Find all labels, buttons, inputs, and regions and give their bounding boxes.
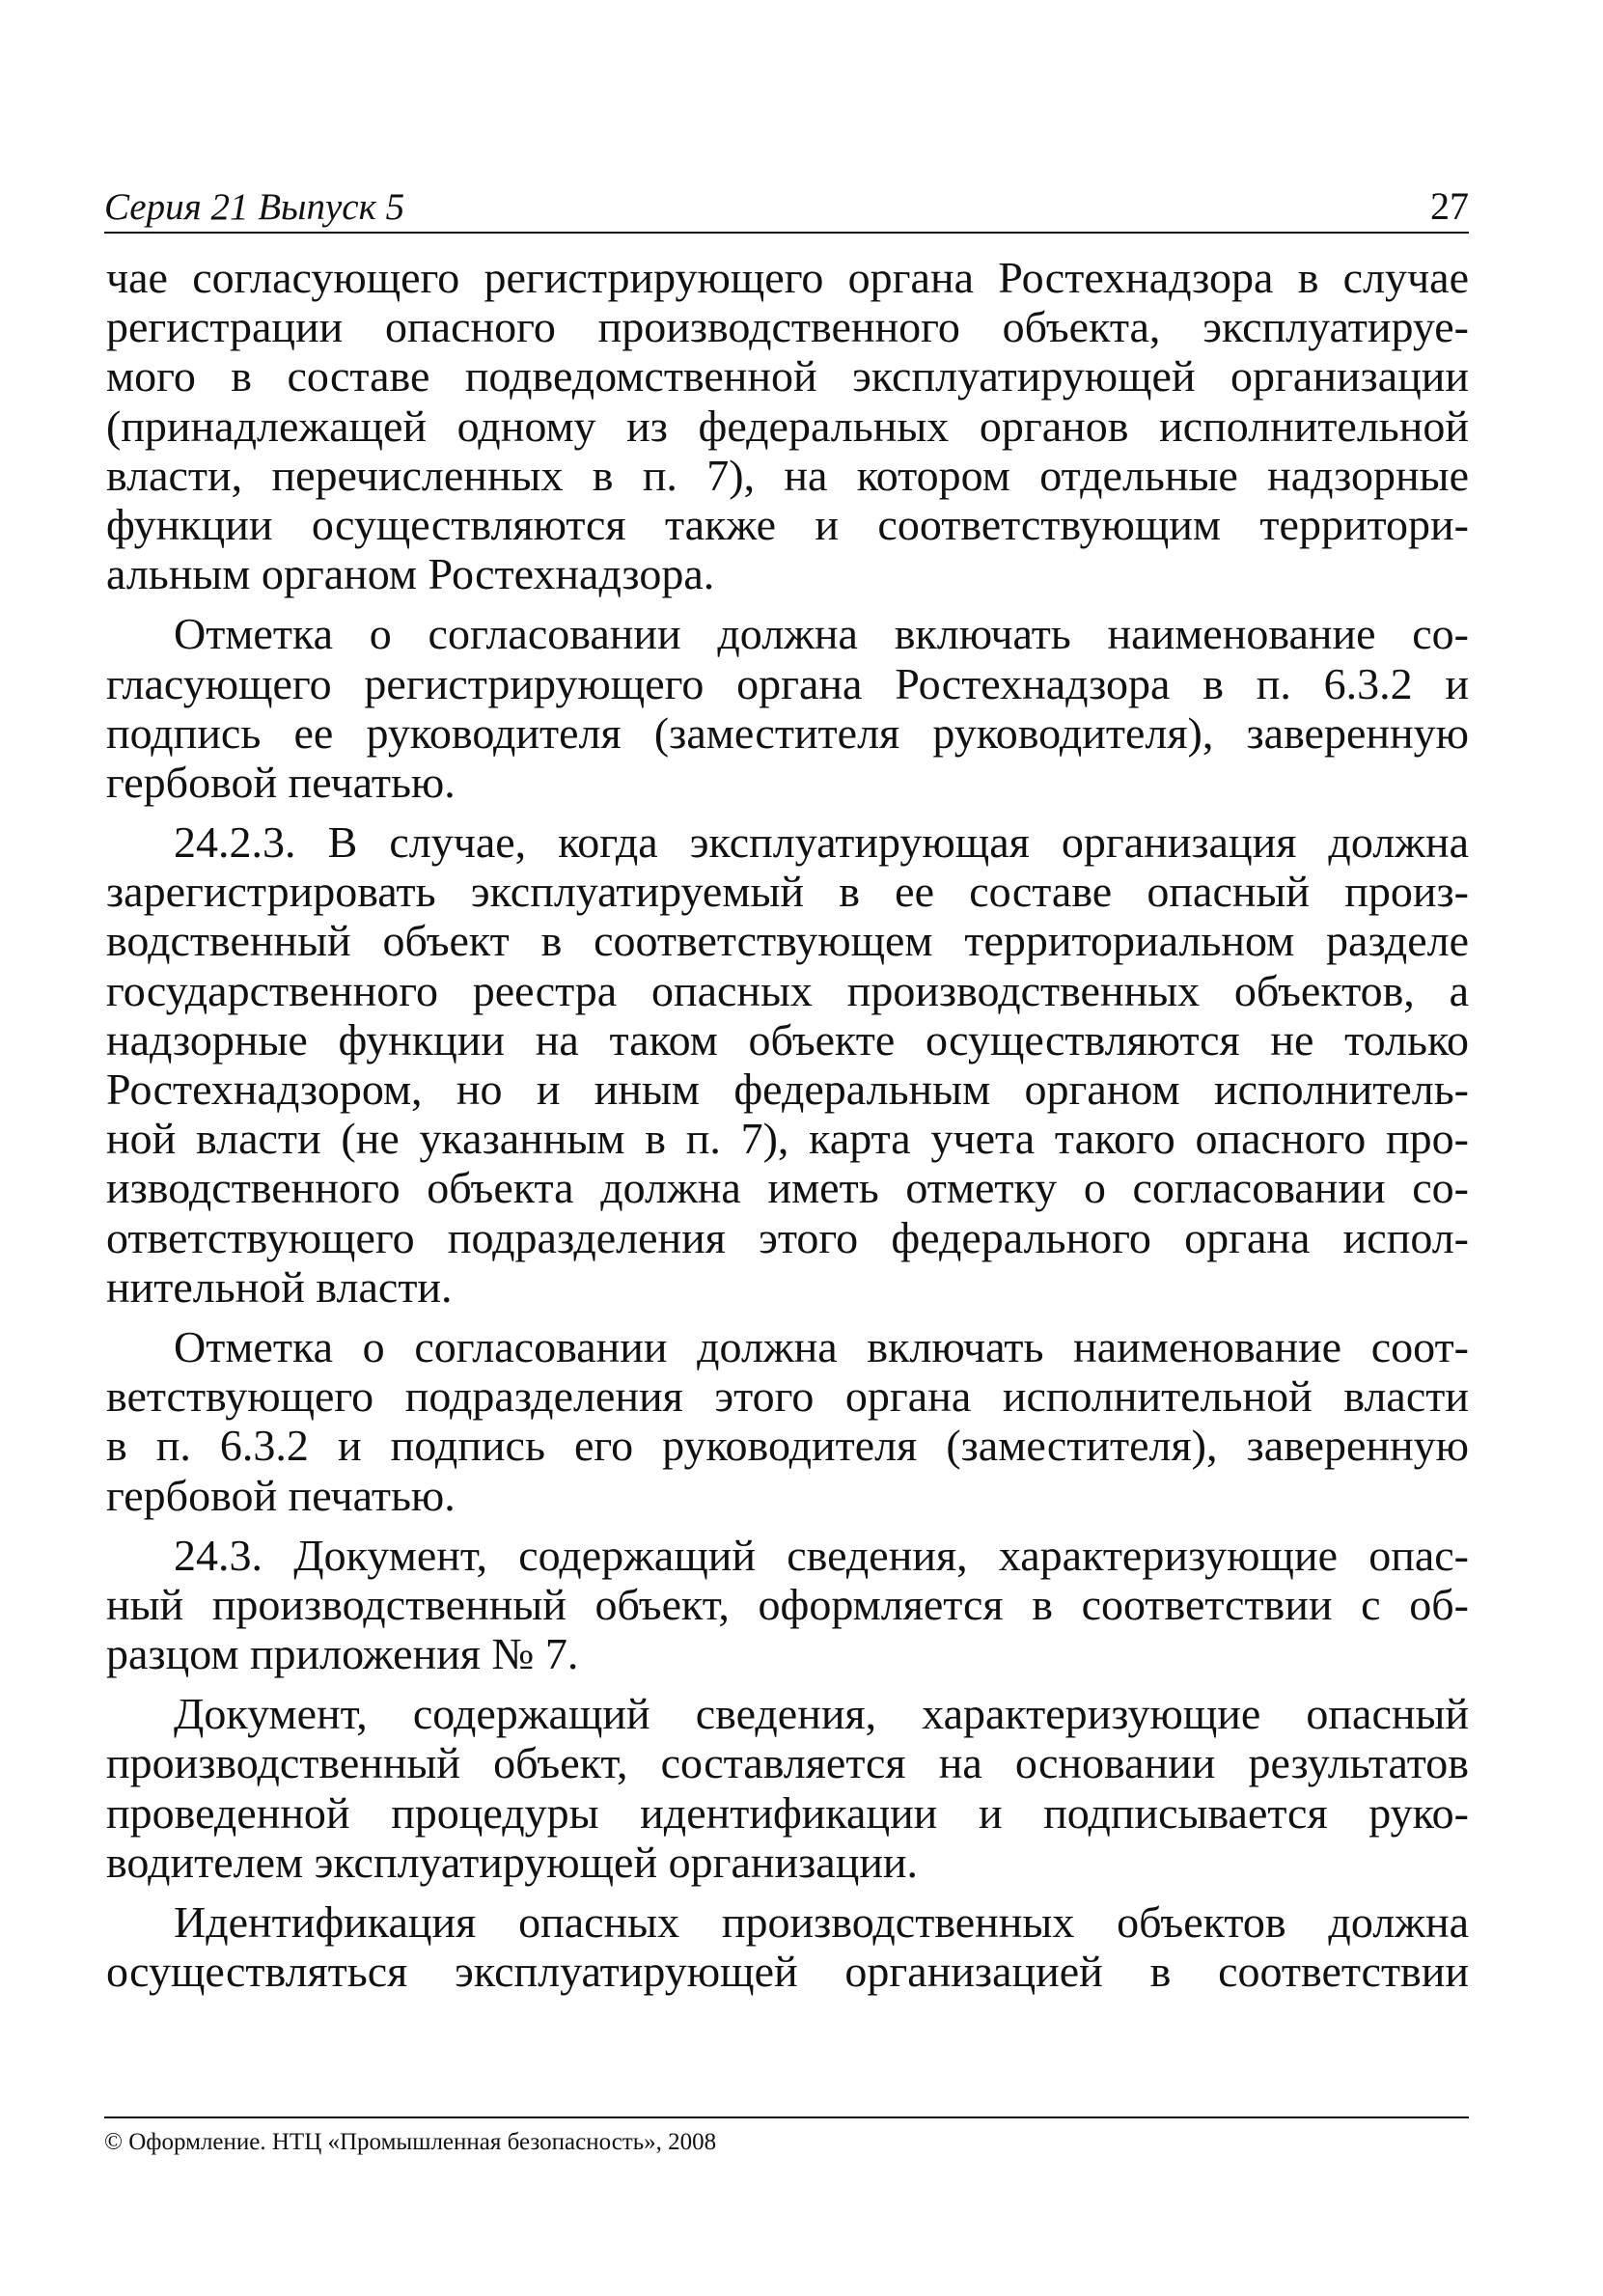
paragraph bbox=[106, 1897, 1469, 1996]
paragraph-gap bbox=[106, 1520, 1469, 1531]
text-line: гласующего регистрирующего органа Ростехнадзора в п. 6.3.2 и bbox=[106, 658, 1469, 708]
body-text bbox=[106, 253, 1469, 1996]
paragraph bbox=[106, 1322, 1469, 1520]
paragraph bbox=[106, 253, 1469, 598]
running-title: Серия 21 Выпуск 5 bbox=[104, 186, 405, 228]
text-line: нительной власти. bbox=[106, 1261, 453, 1312]
text-line: 24.2.3. В случае, когда эксплуатирующая организация должна bbox=[174, 817, 1469, 868]
text-line: производственный объект, составляется на основании результатов bbox=[106, 1738, 1469, 1788]
paragraph-gap bbox=[106, 598, 1469, 609]
text-line: мого в составе подведомственной эксплуатирующей организации bbox=[106, 351, 1469, 401]
text-line: Ростехнадзором, но и иным федеральным органом исполнитель- bbox=[106, 1065, 1469, 1114]
text-line: подпись ее руководителя (заместителя руководителя), заверенную bbox=[106, 707, 1469, 758]
paragraph-gap bbox=[106, 1312, 1469, 1322]
text-line: гербовой печатью. bbox=[106, 1470, 456, 1520]
text-line: проведенной процедуры идентификации и подписывается руко- bbox=[106, 1787, 1469, 1838]
text-line: государственного реестра опасных производственных объектов, а bbox=[106, 965, 1469, 1015]
text-line: (принадлежащей одному из федеральных органов исполнительной bbox=[106, 401, 1469, 451]
text-line: 24.3. Документ, содержащий сведения, характеризующие опас- bbox=[174, 1530, 1469, 1580]
running-header bbox=[104, 180, 1469, 234]
text-line: надзорные функции на таком объекте осуществляются не только bbox=[106, 1014, 1469, 1065]
paragraph bbox=[106, 817, 1469, 1312]
text-line: Идентификация опасных производственных объектов должна bbox=[174, 1897, 1469, 1947]
text-line: функции осуществляются также и соответствующим территори- bbox=[106, 499, 1469, 549]
text-line: водителем эксплуатирующей организации. bbox=[106, 1837, 919, 1887]
text-line: водственный объект в соответствующем территориальном разделе bbox=[106, 916, 1469, 966]
text-line: чае согласующего регистрирующего органа Ростехнадзора в случае bbox=[106, 253, 1469, 302]
footer-rule bbox=[104, 2116, 1469, 2118]
text-line: в п. 6.3.2 и подпись его руководителя (заместителя), заверенную bbox=[106, 1421, 1469, 1471]
text-line: изводственного объекта должна иметь отметку о согласовании со- bbox=[106, 1163, 1469, 1213]
text-line: альным органом Ростехнадзора. bbox=[106, 549, 715, 599]
text-line: Отметка о согласовании должна включать наименование соот- bbox=[174, 1321, 1469, 1371]
text-line: Документ, содержащий сведения, характеризующие опасный bbox=[174, 1689, 1469, 1739]
header-rule bbox=[104, 232, 1469, 234]
paragraph bbox=[106, 1531, 1469, 1679]
text-line: ветствующего подразделения этого органа исполнительной власти bbox=[106, 1371, 1469, 1422]
text-line: ной власти (не указанным в п. 7), карта учета такого опасного про- bbox=[106, 1114, 1469, 1164]
text-line: власти, перечисленных в п. 7), на котором отдельные надзорные bbox=[106, 450, 1469, 500]
text-line: регистрации опасного производственного объекта, эксплуатируе- bbox=[106, 302, 1469, 352]
page-footer bbox=[104, 2116, 1469, 2157]
paragraph-gap bbox=[106, 1678, 1469, 1689]
text-line: разцом приложения № 7. bbox=[106, 1629, 579, 1679]
paragraph-gap bbox=[106, 807, 1469, 817]
paragraph-gap bbox=[106, 1887, 1469, 1897]
text-line: ный производственный объект, оформляется в соответствии с об- bbox=[106, 1579, 1469, 1629]
page-number: 27 bbox=[1430, 184, 1469, 228]
paragraph bbox=[106, 1689, 1469, 1887]
text-line: ответствующего подразделения этого федерального органа испол- bbox=[106, 1212, 1469, 1262]
text-line: осуществляться эксплуатирующей организацией в соответствии bbox=[106, 1947, 1469, 1997]
text-line: гербовой печатью. bbox=[106, 757, 456, 807]
footer-copyright: © Оформление. НТЦ «Промышленная безопасность», 2008 bbox=[104, 2129, 717, 2155]
text-line: Отметка о согласовании должна включать наименование со- bbox=[174, 609, 1469, 659]
paragraph bbox=[106, 609, 1469, 807]
text-line: зарегистрировать эксплуатируемый в ее составе опасный произ- bbox=[106, 867, 1469, 917]
